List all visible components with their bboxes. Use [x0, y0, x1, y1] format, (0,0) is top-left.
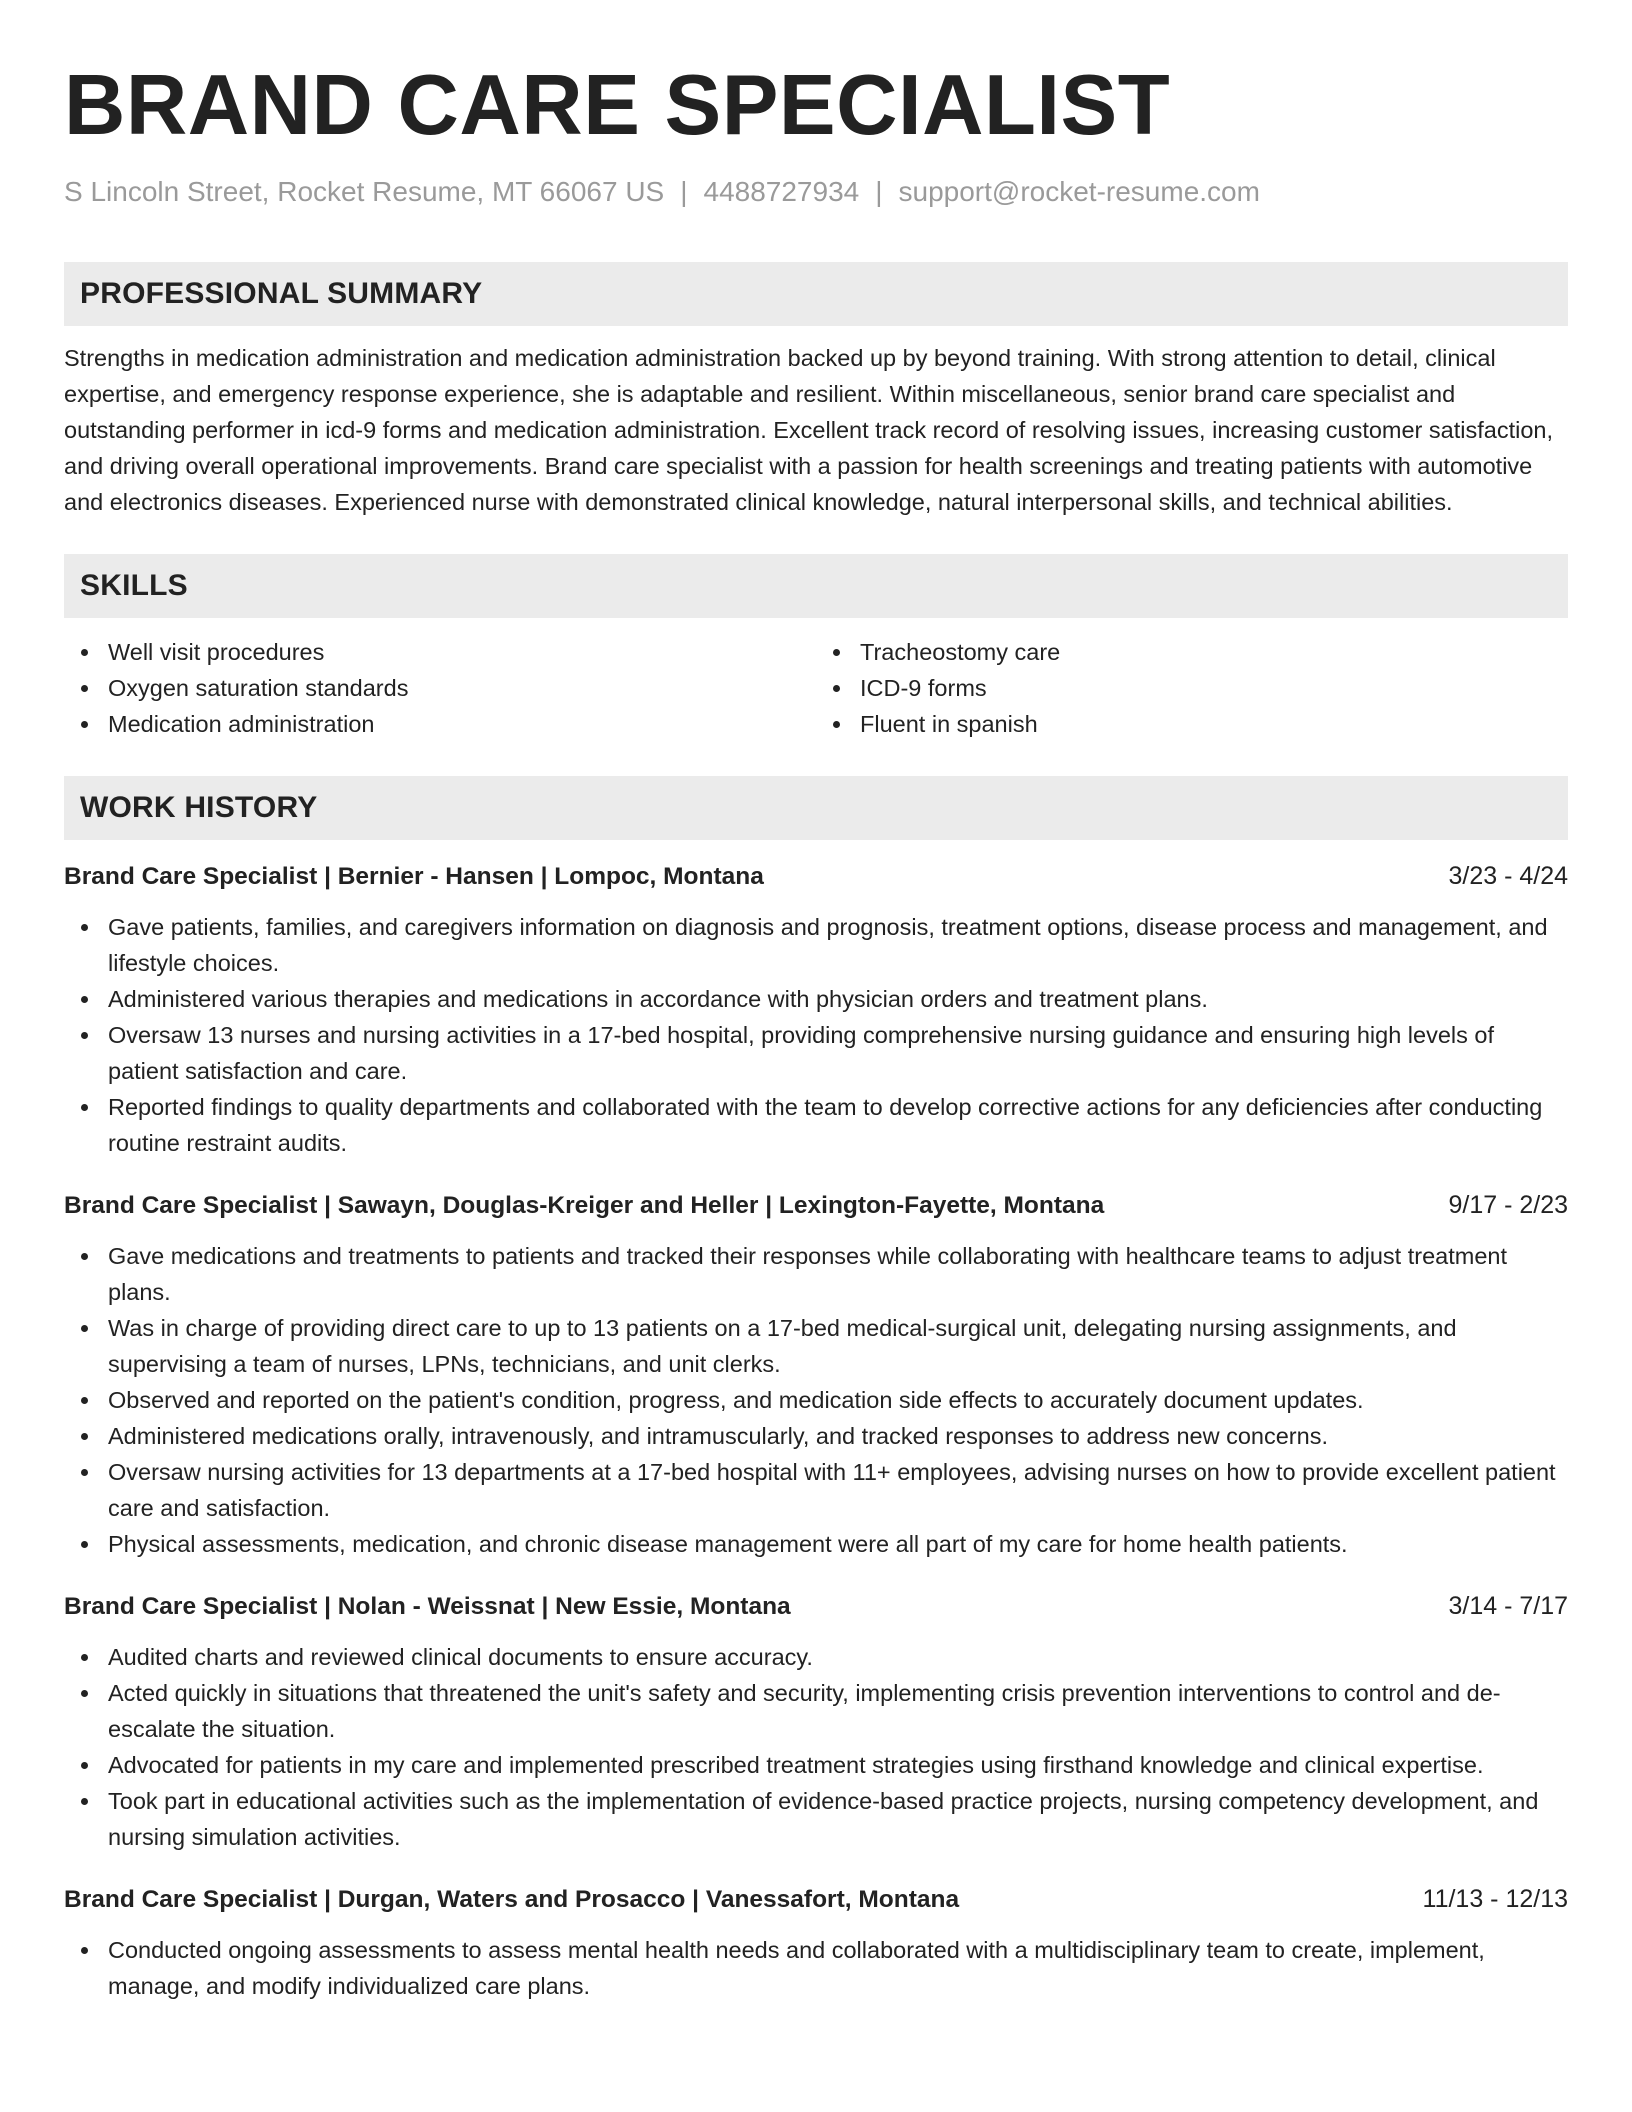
job-entry — [64, 858, 1568, 1161]
job-bullet: Audited charts and reviewed clinical documents to ensure accuracy. — [108, 1639, 1568, 1675]
contact-address: S Lincoln Street, Rocket Resume, MT 66067 US — [64, 176, 665, 207]
job-bullets — [64, 909, 1568, 1161]
job-bullets — [64, 1932, 1568, 2004]
job-title: Brand Care Specialist | Nolan - Weissnat | New Essie, Montana — [64, 1593, 791, 1620]
job-header — [64, 1187, 1568, 1224]
skill-item: ICD-9 forms — [860, 670, 1568, 706]
skills-list-left — [64, 634, 816, 742]
job-bullet: Took part in educational activities such as the implementation of evidence-based practice projects, nursing competency development, and nursing simulation activities. — [108, 1783, 1568, 1855]
job-entry — [64, 1588, 1568, 1855]
contact-phone: 4488727934 — [703, 176, 860, 207]
job-dates: 3/23 - 4/24 — [1448, 862, 1568, 890]
job-bullet: Oversaw 13 nurses and nursing activities in a 17-bed hospital, providing comprehensive nursing guidance and ensuring high levels of patient satisfaction and care. — [108, 1017, 1568, 1089]
skill-item: Well visit procedures — [108, 634, 816, 670]
section-header-skills: SKILLS — [64, 554, 1568, 618]
section-header-work-history: WORK HISTORY — [64, 776, 1568, 840]
job-header — [64, 1588, 1568, 1625]
job-bullet: Gave patients, families, and caregivers information on diagnosis and prognosis, treatment options, disease process and management, and lifestyle choices. — [108, 909, 1568, 981]
job-bullet: Administered various therapies and medications in accordance with physician orders and treatment plans. — [108, 981, 1568, 1017]
skill-item: Medication administration — [108, 706, 816, 742]
summary-text: Strengths in medication administration and medication administration backed up by beyond training. With strong attention to detail, clinical expertise, and emergency response experience, she is adaptable and resilient. Within miscellaneous, senior brand care specialist and outstanding performer in icd-9 forms and medication administration. Excellent track record of resolving issues, increasing customer satisfaction, and driving overall operational improvements. Brand care specialist with a passion for health screenings and treating patients with automotive and electronics diseases. Experienced nurse with demonstrated clinical knowledge, natural interpersonal skills, and technical abilities. — [64, 345, 1554, 515]
contact-separator: | — [680, 176, 688, 207]
contact-line — [64, 174, 1568, 210]
job-bullet: Conducted ongoing assessments to assess mental health needs and collaborated with a multidisciplinary team to create, implement, manage, and modify individualized care plans. — [108, 1932, 1568, 2004]
job-bullet: Observed and reported on the patient's condition, progress, and medication side effects to accurately document updates. — [108, 1382, 1568, 1418]
job-dates: 11/13 - 12/13 — [1422, 1885, 1568, 1913]
job-title: Brand Care Specialist | Bernier - Hansen | Lompoc, Montana — [64, 863, 764, 890]
job-title: Brand Care Specialist | Durgan, Waters and Prosacco | Vanessafort, Montana — [64, 1886, 960, 1913]
job-header — [64, 1881, 1568, 1918]
job-bullet: Reported findings to quality departments and collaborated with the team to develop corrective actions for any deficiencies after conducting routine restraint audits. — [108, 1089, 1568, 1161]
job-entry — [64, 1187, 1568, 1562]
skills-list-right — [816, 634, 1568, 742]
job-dates: 3/14 - 7/17 — [1448, 1592, 1568, 1620]
skill-item: Tracheostomy care — [860, 634, 1568, 670]
skill-item: Fluent in spanish — [860, 706, 1568, 742]
job-bullet: Oversaw nursing activities for 13 departments at a 17-bed hospital with 11+ employees, advising nurses on how to provide excellent patient care and satisfaction. — [108, 1454, 1568, 1526]
job-entry — [64, 1881, 1568, 2004]
job-bullet: Advocated for patients in my care and implemented prescribed treatment strategies using firsthand knowledge and clinical expertise. — [108, 1747, 1568, 1783]
skill-item: Oxygen saturation standards — [108, 670, 816, 706]
contact-separator: | — [875, 176, 883, 207]
resume-name-heading: BRAND CARE SPECIALIST — [64, 58, 1171, 153]
job-bullet: Acted quickly in situations that threatened the unit's safety and security, implementing crisis prevention interventions to control and de-escalate the situation. — [108, 1675, 1568, 1747]
job-bullets — [64, 1238, 1568, 1562]
job-bullet: Administered medications orally, intravenously, and intramuscularly, and tracked responses to address new concerns. — [108, 1418, 1568, 1454]
job-dates: 9/17 - 2/23 — [1448, 1191, 1568, 1219]
job-bullet: Gave medications and treatments to patients and tracked their responses while collaborating with healthcare teams to adjust treatment plans. — [108, 1238, 1568, 1310]
job-header — [64, 858, 1568, 895]
contact-email: support@rocket-resume.com — [898, 176, 1260, 207]
job-bullet: Physical assessments, medication, and chronic disease management were all part of my care for home health patients. — [108, 1526, 1568, 1562]
section-header-summary: PROFESSIONAL SUMMARY — [64, 262, 1568, 326]
job-bullet: Was in charge of providing direct care to up to 13 patients on a 17-bed medical-surgical unit, delegating nursing assignments, and supervising a team of nurses, LPNs, technicians, and unit clerks. — [108, 1310, 1568, 1382]
skills-grid — [64, 634, 1568, 742]
job-title: Brand Care Specialist | Sawayn, Douglas-Kreiger and Heller | Lexington-Fayette, Montana — [64, 1192, 1105, 1219]
job-bullets — [64, 1639, 1568, 1855]
